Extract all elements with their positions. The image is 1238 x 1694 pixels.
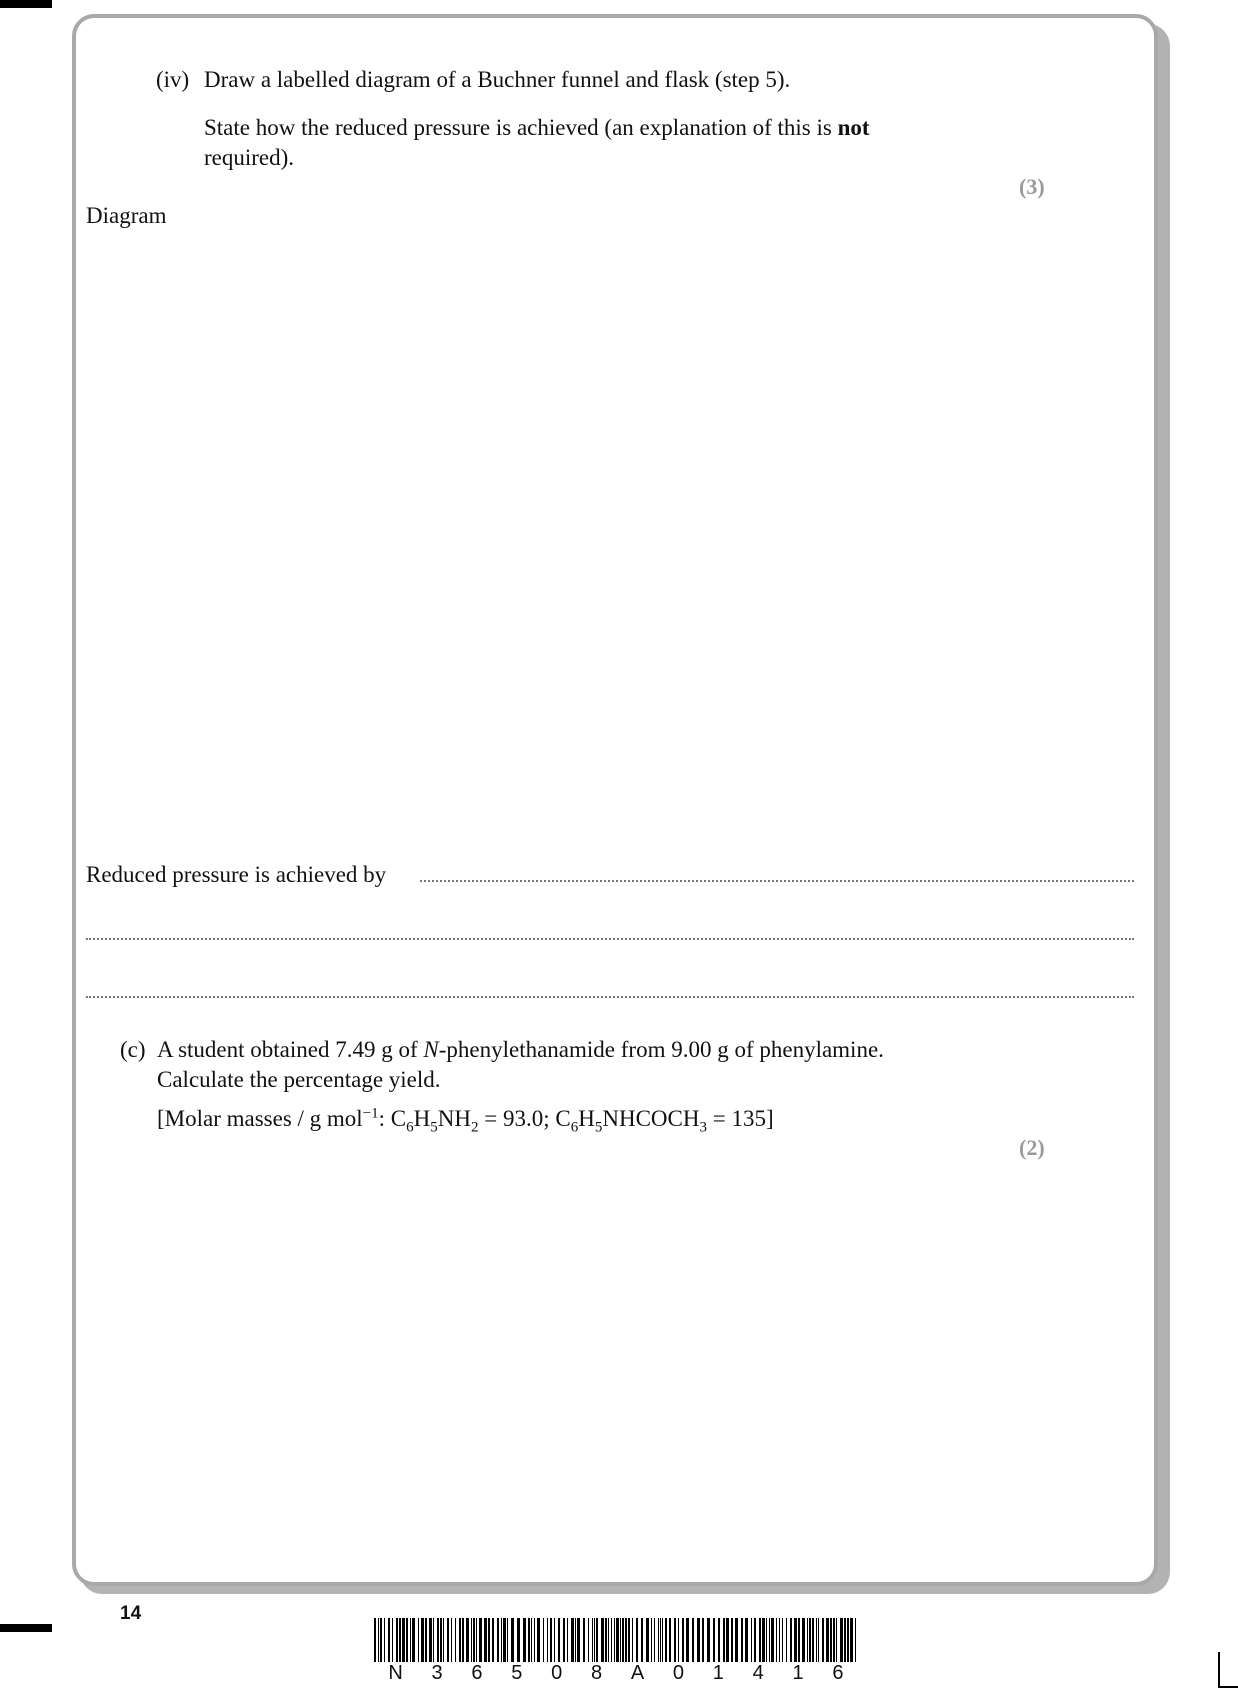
- barcode-bar: [658, 1618, 659, 1662]
- sub-6a: 6: [406, 1119, 414, 1136]
- barcode-bar: [388, 1618, 390, 1662]
- barcode-bar: [779, 1618, 780, 1662]
- barcode-bar: [622, 1618, 624, 1662]
- h-a: H: [413, 1106, 431, 1131]
- barcode-bar: [759, 1618, 761, 1662]
- question-c-line2: Calculate the percentage yield.: [157, 1067, 441, 1092]
- barcode-bar: [614, 1618, 615, 1662]
- barcode-bar: [674, 1618, 676, 1662]
- barcode-bar: [554, 1618, 555, 1662]
- barcode-digit: 4: [752, 1662, 764, 1684]
- barcode-bar: [608, 1618, 609, 1662]
- barcode-bar: [601, 1618, 604, 1662]
- barcode-bar: [662, 1618, 663, 1662]
- barcode-bar: [833, 1618, 835, 1662]
- top-registration-mark: [0, 0, 52, 8]
- question-c-number: (c): [120, 1037, 146, 1062]
- barcode-bar: [807, 1618, 808, 1662]
- barcode-bar: [447, 1618, 449, 1662]
- question-c-marks: (2): [1019, 1135, 1045, 1160]
- sub-3: 3: [699, 1119, 707, 1136]
- barcode-bar: [418, 1618, 419, 1662]
- sub-5a: 5: [430, 1119, 438, 1136]
- barcode-bar: [818, 1618, 819, 1662]
- barcode-bar: [596, 1618, 598, 1662]
- barcode-bar: [503, 1618, 506, 1662]
- barcode-bar: [686, 1618, 689, 1662]
- crop-mark-horizontal: [1218, 1686, 1238, 1688]
- barcode-bar: [745, 1618, 748, 1662]
- barcode-bar: [488, 1618, 490, 1662]
- barcode-bar: [646, 1618, 649, 1662]
- barcode-bar: [766, 1618, 767, 1662]
- barcode-bar: [830, 1618, 832, 1662]
- barcode-bar: [577, 1618, 580, 1662]
- question-iv-state-line1: [204, 114, 870, 142]
- barcode-digit: 8: [590, 1662, 603, 1684]
- barcode-bar: [802, 1618, 805, 1662]
- barcode-bar: [425, 1618, 427, 1662]
- barcode-bar: [484, 1618, 487, 1662]
- barcode-bar: [402, 1618, 405, 1662]
- barcode-bar: [501, 1618, 502, 1662]
- barcode-bar: [528, 1618, 530, 1662]
- state-text: State how the reduced pressure is achieved (an explanation of this is: [204, 115, 838, 140]
- barcode-bar: [433, 1618, 434, 1662]
- barcode-bar: [692, 1618, 694, 1662]
- barcode-bar: [628, 1618, 630, 1662]
- barcode-bar: [440, 1618, 442, 1662]
- molar-after-sup: : C: [378, 1106, 407, 1131]
- barcode-bar: [751, 1618, 752, 1662]
- barcode-bar: [844, 1618, 846, 1662]
- barcode-bar: [707, 1618, 710, 1662]
- barcode-bar: [741, 1618, 743, 1662]
- barcode-bar: [616, 1618, 619, 1662]
- barcode: [374, 1618, 858, 1662]
- barcode-bar: [620, 1618, 621, 1662]
- barcode-bar: [702, 1618, 704, 1662]
- barcode-bar: [531, 1618, 532, 1662]
- barcode-bar: [782, 1618, 783, 1662]
- barcode-bar: [374, 1618, 376, 1662]
- barcode-bar: [583, 1618, 585, 1662]
- question-iv-instruction: Draw a labelled diagram of a Buchner funnel and flask (step 5).: [204, 67, 791, 92]
- barcode-bar: [855, 1618, 856, 1662]
- molar-masses-line: [157, 1105, 774, 1136]
- question-c-text-b: -phenylethanamide from 9.00 g of phenylamine.: [438, 1037, 884, 1062]
- state-bold-not: not: [837, 115, 870, 140]
- barcode-bar: [754, 1618, 756, 1662]
- barcode-bar: [847, 1618, 849, 1662]
- barcode-bar: [682, 1618, 684, 1662]
- barcode-bar: [822, 1618, 824, 1662]
- molar-sup: −1: [362, 1105, 379, 1122]
- barcode-bar: [523, 1618, 526, 1662]
- barcode-bar: [537, 1618, 540, 1662]
- barcode-bar: [473, 1618, 475, 1662]
- answer-line-1[interactable]: [420, 880, 1134, 882]
- diagram-label: Diagram: [86, 203, 167, 228]
- answer-box: [72, 14, 1158, 1586]
- val1-text: = 93.0; C: [478, 1106, 571, 1131]
- barcode-bar: [665, 1618, 667, 1662]
- val2-text: = 135]: [706, 1106, 774, 1131]
- barcode-bar: [492, 1618, 494, 1662]
- barcode-bar: [497, 1618, 499, 1662]
- barcode-bar: [735, 1618, 738, 1662]
- barcode-digit: 5: [511, 1662, 523, 1684]
- barcode-digit: 6: [832, 1662, 844, 1684]
- barcode-bar: [611, 1618, 612, 1662]
- barcode-bar: [809, 1618, 811, 1662]
- barcode-digit: 1: [792, 1662, 804, 1684]
- barcode-bar: [840, 1618, 843, 1662]
- barcode-bar: [455, 1618, 456, 1662]
- barcode-bar: [507, 1618, 508, 1662]
- barcode-bar: [378, 1618, 379, 1662]
- barcode-digit: A: [630, 1662, 645, 1684]
- barcode-bar: [412, 1618, 415, 1662]
- sub-2: 2: [471, 1119, 479, 1136]
- barcode-bar: [794, 1618, 797, 1662]
- barcode-bar: [543, 1618, 544, 1662]
- barcode-bar: [571, 1618, 574, 1662]
- barcode-bar: [588, 1618, 589, 1662]
- barcode-bar: [421, 1618, 424, 1662]
- barcode-bar: [429, 1618, 432, 1662]
- barcode-bar: [812, 1618, 814, 1662]
- barcode-bar: [790, 1618, 792, 1662]
- barcode-bar: [826, 1618, 829, 1662]
- question-iv-number: (iv): [156, 67, 190, 92]
- barcode-bar: [769, 1618, 770, 1662]
- barcode-bar: [479, 1618, 482, 1662]
- barcode-bar: [558, 1618, 560, 1662]
- barcode-bar: [396, 1618, 398, 1662]
- barcode-bar: [731, 1618, 733, 1662]
- barcode-bar: [466, 1618, 469, 1662]
- page-number: 14: [120, 1603, 142, 1624]
- barcode-bar: [798, 1618, 800, 1662]
- barcode-digit: N: [388, 1662, 403, 1684]
- barcode-digit: 1: [712, 1662, 724, 1684]
- barcode-bar: [380, 1618, 382, 1662]
- question-iv-state-line2: required).: [204, 145, 295, 170]
- barcode-bar: [547, 1618, 548, 1662]
- barcode-bar: [399, 1618, 401, 1662]
- barcode-bar: [534, 1618, 535, 1662]
- barcode-bar: [443, 1618, 444, 1662]
- question-c-text-a: A student obtained 7.49 g of: [157, 1037, 424, 1062]
- barcode-bar: [651, 1618, 652, 1662]
- barcode-bar: [850, 1618, 853, 1662]
- barcode-bar: [451, 1618, 452, 1662]
- barcode-bar: [471, 1618, 472, 1662]
- barcode-bar: [771, 1618, 774, 1662]
- nhcoch-text: NHCOCH: [602, 1106, 700, 1131]
- barcode-bar: [669, 1618, 671, 1662]
- barcode-digit: 3: [431, 1662, 443, 1684]
- barcode-bar: [636, 1618, 638, 1662]
- question-iv-marks: (3): [1019, 174, 1045, 199]
- barcode-bar: [762, 1618, 765, 1662]
- barcode-bar: [462, 1618, 464, 1662]
- reduced-pressure-prompt: Reduced pressure is achieved by: [86, 862, 387, 887]
- barcode-bar: [459, 1618, 461, 1662]
- barcode-bar: [660, 1618, 661, 1662]
- barcode-bar: [406, 1618, 408, 1662]
- barcode-bar: [816, 1618, 817, 1662]
- barcode-bar: [723, 1618, 725, 1662]
- sub-5b: 5: [594, 1119, 603, 1136]
- barcode-bar: [786, 1618, 787, 1662]
- barcode-bar: [654, 1618, 655, 1662]
- barcode-bar: [678, 1618, 679, 1662]
- barcode-bar: [594, 1618, 595, 1662]
- barcode-digits: [374, 1662, 858, 1685]
- barcode-bar: [632, 1618, 633, 1662]
- barcode-bar: [625, 1618, 627, 1662]
- bottom-registration-mark: [0, 1624, 52, 1632]
- barcode-bar: [384, 1618, 385, 1662]
- barcode-bar: [718, 1618, 720, 1662]
- answer-line-3[interactable]: [86, 996, 1134, 998]
- barcode-digit: 6: [471, 1662, 483, 1684]
- question-c-italic-n: N: [423, 1037, 439, 1062]
- barcode-bar: [641, 1618, 643, 1662]
- question-c-line1: [157, 1036, 884, 1064]
- barcode-bar: [511, 1618, 514, 1662]
- barcode-digit: 0: [551, 1662, 563, 1684]
- barcode-bar: [517, 1618, 520, 1662]
- barcode-digit: 0: [672, 1662, 685, 1684]
- barcode-bar: [605, 1618, 607, 1662]
- barcode-bar: [713, 1618, 715, 1662]
- crop-mark-vertical: [1218, 1652, 1220, 1688]
- barcode-bar: [575, 1618, 576, 1662]
- barcode-bar: [592, 1618, 593, 1662]
- barcode-bar: [437, 1618, 439, 1662]
- barcode-bar: [776, 1618, 777, 1662]
- barcode-bar: [410, 1618, 411, 1662]
- barcode-bar: [392, 1618, 393, 1662]
- barcode-bar: [697, 1618, 700, 1662]
- barcode-bar: [726, 1618, 729, 1662]
- barcode-bar: [836, 1618, 837, 1662]
- barcode-bar: [567, 1618, 568, 1662]
- barcode-bar: [476, 1618, 477, 1662]
- sub-6b: 6: [570, 1119, 579, 1136]
- barcode-bar: [563, 1618, 565, 1662]
- h-b: H: [578, 1106, 595, 1131]
- barcode-bar: [550, 1618, 552, 1662]
- molar-text: [Molar masses / g mol: [157, 1106, 363, 1131]
- answer-line-2[interactable]: [86, 938, 1134, 940]
- nh-text: NH: [437, 1106, 472, 1131]
